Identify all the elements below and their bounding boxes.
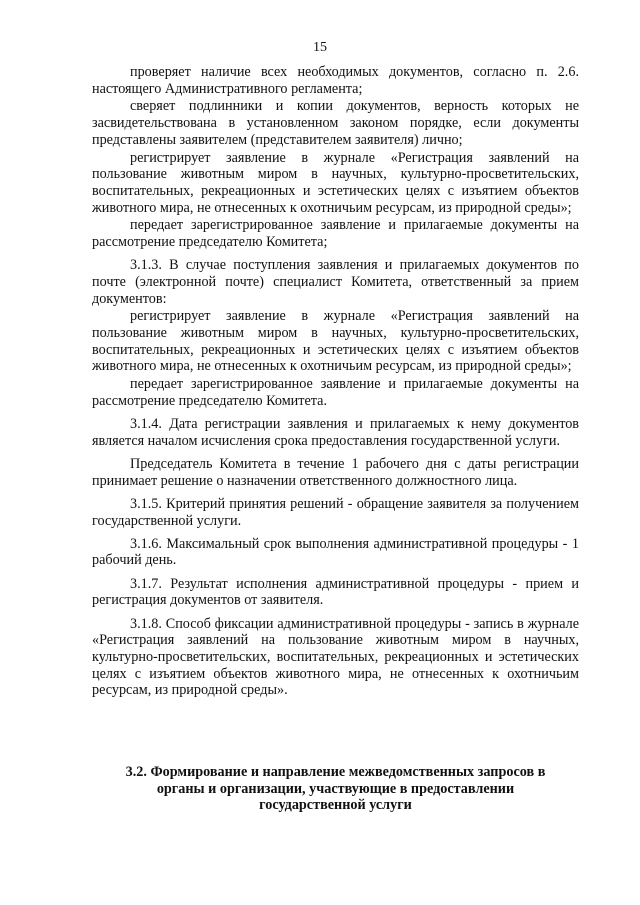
page-number: 15 [313, 40, 327, 55]
section-heading-line: государственной услуги [259, 797, 412, 814]
paragraph-forward-to-chairman: передает зарегистрированное заявление и прилагаемые документы на рассмотрение председателю Комитета; [92, 217, 579, 251]
section-heading-line: органы и организации, участвующие в предоставлении [156, 780, 515, 797]
paragraph-check-documents: проверяет наличие всех необходимых документов, согласно п. 2.6. настоящего Административного регламента; [92, 64, 579, 97]
paragraph-register-application: регистрирует заявление в журнале «Регистрация заявлений на пользование животным миром в научных, культурно-просветительских, воспитательных, рекреационных и эстетических целях с изъятием объектов животного мира, не отнесенных к охотничьим ресурсам, из природной среды»; [92, 149, 579, 216]
paragraph-register-application-mail: регистрирует заявление в журнале «Регистрация заявлений на пользование животным миром в научных, культурно-просветительских, воспитательных, рекреационных и эстетических целях с изъятием объектов животного мира, не отнесенных к охотничьим ресурсам, из природной среды»; [92, 308, 579, 375]
section-heading-3-2 [92, 764, 579, 814]
section-heading-line: 3.2. Формирование и направление межведомственных запросов в [125, 764, 546, 780]
paragraph-verify-originals: сверяет подлинники и копии документов, верность которых не засвидетельствована в установленном законом порядке, если документы представлены заявителем (представителем заявителя) лично; [92, 98, 579, 148]
document-body [92, 64, 579, 706]
paragraph-3-1-4: 3.1.4. Дата регистрации заявления и прилагаемых к нему документов является началом исчисления срока предоставления государственной услуги. [92, 416, 579, 449]
paragraph-chairman-decision: Председатель Комитета в течение 1 рабочего дня с даты регистрации принимает решение о назначении ответственного должностного лица. [92, 455, 579, 489]
paragraph-forward-to-chairman-mail: передает зарегистрированное заявление и прилагаемые документы на рассмотрение председателю Комитета. [92, 376, 579, 409]
paragraph-3-1-5: 3.1.5. Критерий принятия решений - обращение заявителя за получением государственной услуги. [92, 495, 579, 529]
paragraph-3-1-6: 3.1.6. Максимальный срок выполнения административной процедуры - 1 рабочий день. [92, 535, 579, 569]
paragraph-3-1-8: 3.1.8. Способ фиксации административной процедуры - запись в журнале «Регистрация заявлений на пользование животным миром в научных, культурно-просветительских, воспитательных, рекреационных и эстетических целях с изъятием объектов животного мира, не отнесенных к охотничьим ресурсам, из природной среды». [92, 615, 579, 699]
paragraph-3-1-3: 3.1.3. В случае поступления заявления и прилагаемых документов по почте (электронной почте) специалист Комитета, ответственный за прием документов: [92, 257, 579, 307]
paragraph-3-1-7: 3.1.7. Результат исполнения административной процедуры - прием и регистрация документов от заявителя. [92, 575, 579, 609]
